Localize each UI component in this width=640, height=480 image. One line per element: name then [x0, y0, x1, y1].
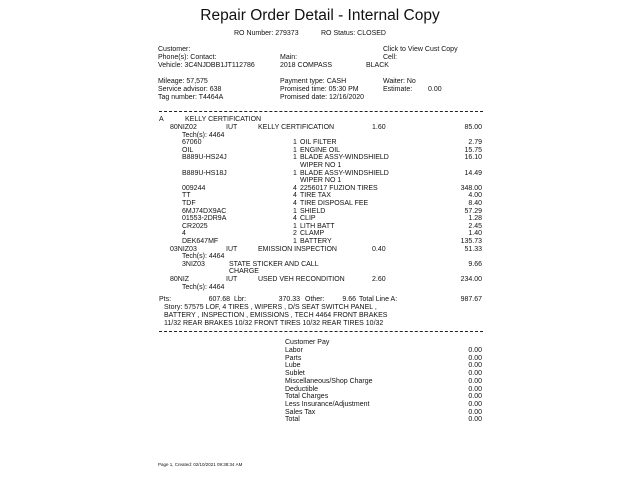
- line-item-c1: 3NIZ03: [182, 260, 205, 268]
- customer-pay-value: 0.00: [468, 408, 482, 416]
- line-item-c5: 85.00: [464, 124, 482, 131]
- cell-label: Cell:: [383, 54, 398, 61]
- job-name: KELLY CERTIFICATION: [185, 116, 262, 123]
- line-item-c5: 9.66: [468, 260, 482, 268]
- estimate-value: 0.00: [428, 86, 442, 93]
- line-item-c3: BLADE ASSY-WINDSHIELD: [300, 169, 389, 177]
- customer-pay-label: Less Insurance/Adjustment: [285, 400, 370, 408]
- estimate-label: Estimate:: [383, 86, 413, 93]
- line-item-c3: EMISSION INSPECTION: [258, 245, 337, 253]
- customer-label: Customer:: [158, 46, 191, 53]
- line-item-c4: 0.40: [372, 245, 386, 253]
- customer-pay-label: Deductible: [285, 385, 319, 393]
- vehicle-vin: Vehicle: 3C4NJDBB1JT112786: [158, 62, 255, 69]
- line-item-c4: 2.60: [372, 276, 386, 283]
- line-item-c3: WIPER NO 1: [300, 177, 342, 185]
- customer-pay-label: Lube: [285, 362, 301, 370]
- line-item-c2: IUT: [226, 276, 238, 283]
- parts-total: 607.68: [208, 296, 230, 303]
- line-item-c5: 16.10: [464, 154, 482, 162]
- line-item-c2: 1: [293, 139, 297, 147]
- other-label: Other:: [305, 296, 325, 303]
- main-label: Main:: [280, 54, 298, 61]
- line-item-c1: Tech(s): 4464: [182, 283, 225, 291]
- line-item-c5: 51.33: [464, 245, 482, 253]
- line-item-c1: TDF: [182, 200, 196, 207]
- story-line-2: BATTERY , INSPECTION , EMISSIONS , TECH 4464 FRONT BRAKES: [164, 312, 388, 319]
- line-item-c3: USED VEH RECONDITION: [258, 276, 345, 283]
- line-item-c2: 4: [293, 192, 297, 200]
- line-item-c5: 15.75: [464, 146, 482, 154]
- service-advisor: Service advisor: 638: [158, 86, 222, 93]
- labor-label: Lbr:: [234, 296, 247, 303]
- customer-pay-value: 0.00: [468, 377, 482, 385]
- line-item-c3: TIRE DISPOSAL FEE: [300, 200, 369, 207]
- promised-time: Promised time: 05:30 PM: [280, 86, 359, 93]
- labor-total: 370.33: [278, 296, 300, 303]
- job-letter: A: [159, 116, 164, 123]
- line-item-c2: 1: [293, 169, 297, 177]
- line-item-c1: 009244: [182, 184, 206, 192]
- line-item-c4: 1.60: [372, 124, 386, 131]
- line-item-c1: 80NIZ: [170, 276, 190, 283]
- page-footer: Page 1, Created: 02/10/2021 09:38:34 AM: [158, 462, 243, 467]
- line-item-c5: 1.40: [468, 230, 482, 238]
- customer-pay-value: 0.00: [468, 400, 482, 408]
- line-item-c1: 03NIZ03: [170, 245, 197, 253]
- line-item-c2: 4: [293, 215, 297, 223]
- line-item-c1: DEK647MF: [182, 238, 219, 245]
- line-item-c3: WIPER NO 1: [300, 162, 342, 169]
- other-total: 9.66: [342, 296, 356, 303]
- line-item-c5: 135.73: [460, 238, 482, 245]
- separator-top: [159, 111, 483, 112]
- line-item-c3: TIRE TAX: [300, 192, 331, 200]
- line-item-c3: CLIP: [300, 215, 316, 223]
- total-line-label: Total Line A:: [359, 296, 398, 303]
- line-item-c3: BLADE ASSY-WINDSHIELD: [300, 154, 389, 162]
- customer-pay-value: 0.00: [468, 385, 482, 393]
- line-item-c1: 6MJ74DX9AC: [182, 207, 227, 215]
- customer-pay-value: 0.00: [468, 370, 482, 378]
- line-item-c5: 2.79: [468, 139, 482, 147]
- mileage: Mileage: 57,575: [158, 78, 208, 85]
- story-line-3: 11/32 REAR BRAKES 10/32 FRONT TIRES 10/32 REAR TIRES 10/32: [164, 320, 384, 327]
- line-item-c2: 2: [293, 230, 297, 238]
- line-item-c1: 67060: [182, 139, 202, 147]
- line-item-c2: 1: [293, 154, 297, 162]
- line-item-c1: B889U-HS18J: [182, 169, 227, 177]
- customer-pay-value: 0.00: [468, 354, 482, 362]
- line-item-c5: 1.28: [468, 215, 482, 223]
- vehicle-year-model: 2018 COMPASS: [280, 62, 333, 69]
- ro-status: RO Status: CLOSED: [321, 30, 386, 37]
- line-item-c3: ENGINE OIL: [300, 146, 341, 154]
- line-item-c5: 234.00: [460, 276, 482, 283]
- line-item-c3: LITH BATT: [300, 222, 335, 230]
- line-item-c1: OIL: [182, 146, 194, 154]
- line-item-c3: CLAMP: [300, 230, 325, 238]
- line-item-c5: 14.49: [464, 169, 482, 177]
- line-item-c3: OIL FILTER: [300, 139, 337, 147]
- promised-date: Promised date: 12/16/2020: [280, 94, 365, 101]
- separator-bottom: [159, 331, 483, 332]
- waiter: Waiter: No: [383, 78, 416, 85]
- line-item-c3: KELLY CERTIFICATION: [258, 124, 335, 131]
- customer-pay-label: Sublet: [285, 370, 305, 378]
- line-item-c3: BATTERY: [300, 238, 332, 245]
- customer-pay-value: 0.00: [468, 362, 482, 370]
- customer-pay-label: Sales Tax: [285, 408, 316, 416]
- line-item-c2: IUT: [226, 124, 238, 131]
- vehicle-color: BLACK: [366, 62, 389, 69]
- customer-pay-label: Parts: [285, 354, 302, 362]
- line-item-c5: 8.40: [468, 200, 482, 207]
- line-item-c1: 4: [182, 230, 186, 238]
- line-item-c5: 348.00: [460, 184, 482, 192]
- line-item-c2: 4: [293, 184, 297, 192]
- customer-pay-heading: Customer Pay: [285, 339, 330, 346]
- customer-pay-label: Total: [285, 416, 300, 424]
- line-item-c3: STATE STICKER AND CALL: [229, 260, 319, 268]
- line-item-c2: IUT: [226, 245, 238, 253]
- line-item-c1: Tech(s): 4464: [182, 131, 225, 139]
- customer-pay-label: Labor: [285, 347, 303, 354]
- line-item-c3: CHARGE: [229, 268, 259, 276]
- parts-label: Pts:: [159, 296, 172, 303]
- line-item-c5: 2.45: [468, 222, 482, 230]
- line-item-c1: Tech(s): 4464: [182, 253, 225, 261]
- line-item-c2: 1: [293, 146, 297, 154]
- page-title: Repair Order Detail - Internal Copy: [200, 7, 440, 24]
- total-line-value: 987.67: [460, 296, 482, 303]
- tag-number: Tag number: T4464A: [158, 94, 224, 101]
- line-item-c2: 1: [293, 207, 297, 215]
- view-customer-copy-link[interactable]: Click to View Cust Copy: [383, 46, 458, 53]
- customer-pay-label: Miscellaneous/Shop Charge: [285, 377, 373, 385]
- line-item-c3: SHIELD: [300, 207, 326, 215]
- customer-pay-label: Total Charges: [285, 393, 329, 401]
- phone-label: Phone(s): Contact:: [158, 54, 217, 61]
- line-item-c1: 80NIZ02: [170, 124, 197, 131]
- line-item-c3: 2256017 FUZION TIRES: [300, 184, 378, 192]
- ro-number: RO Number: 279373: [234, 30, 299, 37]
- story-line-1: Story: 57575 LOF, 4 TIRES , WIPERS , D/S SEAT SWITCH PANEL ,: [164, 304, 377, 311]
- line-item-c5: 4.00: [468, 192, 482, 200]
- customer-pay-value: 0.00: [468, 347, 482, 354]
- customer-pay-value: 0.00: [468, 393, 482, 401]
- line-item-c2: 1: [293, 222, 297, 230]
- line-item-c1: CR2025: [182, 222, 208, 230]
- line-item-c1: 01553-2DR9A: [182, 215, 227, 223]
- payment-type: Payment type: CASH: [280, 78, 347, 85]
- customer-pay-value: 0.00: [468, 416, 482, 424]
- line-item-c5: 57.29: [464, 207, 482, 215]
- line-item-c2: 4: [293, 200, 297, 207]
- line-item-c1: TT: [182, 192, 191, 200]
- line-item-c2: 1: [293, 238, 297, 245]
- line-item-c1: B889U-HS24J: [182, 154, 227, 162]
